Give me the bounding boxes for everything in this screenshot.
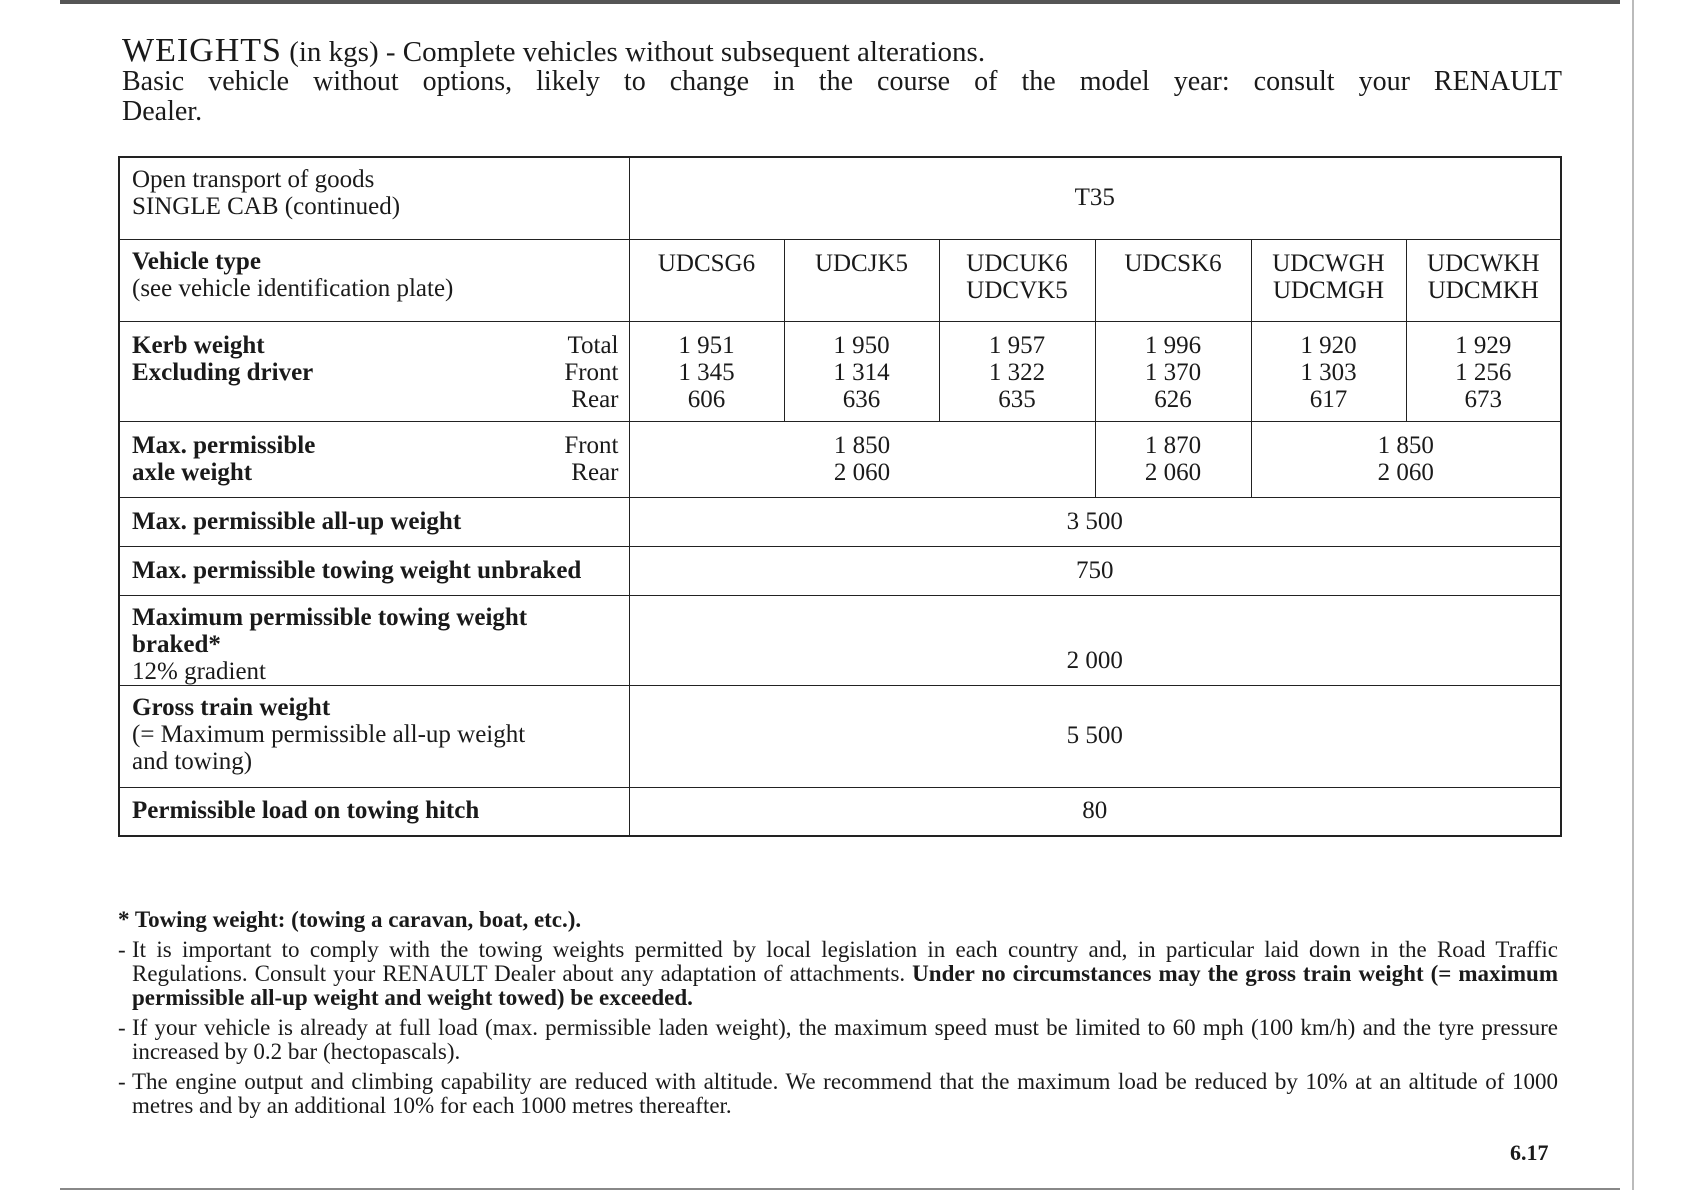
axle-rear: 2 060	[1377, 458, 1434, 486]
header-label-line-1: Open transport of goods	[132, 166, 375, 193]
allup-value: 3 500	[1066, 507, 1123, 535]
note-dash: -	[118, 1015, 126, 1040]
towing-weight-footnote: * Towing weight: (towing a caravan, boat, etc.).	[118, 907, 582, 932]
heading-title: WEIGHTS	[122, 32, 282, 69]
axle-label-line-2: axle weight	[132, 458, 253, 486]
kerb-weight-cell	[1095, 321, 1251, 421]
heading-line-1	[122, 32, 1562, 69]
kerb-front: 1 322	[988, 358, 1046, 386]
kerb-weight-cell	[629, 321, 784, 421]
page-number: 6.17	[1510, 1140, 1549, 1165]
page-edge	[1632, 0, 1634, 1190]
gross-train-row	[119, 685, 1561, 787]
axle-sub-front: Front	[564, 431, 619, 459]
model-name: T35	[1074, 184, 1115, 212]
vehicle-type-code: UDCSG6	[657, 249, 756, 277]
vehicle-type-label-line-2: (see vehicle identification plate)	[132, 274, 454, 302]
vehicle-type-code: UDCSK6	[1124, 249, 1222, 277]
weights-table	[118, 156, 1562, 837]
kerb-weight-cell	[1251, 321, 1406, 421]
vehicle-type-cell	[1095, 239, 1251, 321]
hitch-label-cell	[119, 787, 629, 836]
gross-value: 5 500	[1066, 722, 1123, 749]
axle-sub-rear: Rear	[571, 458, 619, 486]
note-text: If your vehicle is already at full load (max. permissible laden weight), the maximum speed must be limited to 60 mph (100 km/h) and the tyre pressure increased by 0.2 bar (hectopascals).	[132, 1015, 1558, 1064]
vehicle-type-code-alt: UDCVK5	[966, 276, 1068, 304]
axle-front: 1 850	[833, 431, 891, 459]
kerb-total: 1 996	[1144, 331, 1202, 359]
allup-weight-row	[119, 497, 1561, 546]
gross-label-line-2: (= Maximum permissible all-up weight	[132, 720, 526, 748]
kerb-rear: 606	[687, 385, 726, 413]
allup-label-cell	[119, 497, 629, 546]
braked-label-cell	[119, 595, 629, 685]
note-text: The engine output and climbing capability are reduced with altitude. We recommend that the maximum load be reduced by 10% at an altitude of 1000 metres and by an additional 10% for each 1000 metres thereafter.	[132, 1069, 1558, 1118]
kerb-weight-cell	[939, 321, 1095, 421]
kerb-total: 1 929	[1455, 331, 1512, 359]
gross-label-line-3: and towing)	[132, 747, 253, 775]
top-rule	[60, 0, 1620, 4]
note-dash: -	[118, 1069, 126, 1094]
kerb-front: 1 314	[833, 358, 890, 386]
axle-front: 1 850	[1377, 431, 1434, 459]
braked-towing-row	[119, 595, 1561, 685]
header-label-line-2: SINGLE CAB (continued)	[132, 193, 401, 220]
kerb-front: 1 370	[1144, 358, 1202, 386]
note-dash: -	[118, 937, 126, 962]
kerb-total: 1 950	[833, 331, 890, 359]
kerb-rear: 617	[1309, 385, 1348, 413]
unbraked-label-cell	[119, 546, 629, 595]
axle-weight-group	[1095, 421, 1251, 497]
hitch-label: Permissible load on towing hitch	[132, 797, 480, 825]
vehicle-type-code-alt: UDCMGH	[1272, 276, 1385, 304]
braked-label-line-2: 12% gradient	[132, 657, 266, 685]
towing-hitch-row	[119, 787, 1561, 836]
vehicle-type-cell	[1251, 239, 1406, 321]
unbraked-label: Max. permissible towing weight unbraked	[132, 556, 582, 584]
kerb-total: 1 920	[1300, 331, 1357, 359]
note-warning: Under no circumstances may the gross train weight (= maximum permissible all-up weight and weight towed) be exceeded.	[132, 961, 1559, 1010]
vehicle-type-label-line-1: Vehicle type	[132, 247, 261, 275]
kerb-weight-cell	[784, 321, 939, 421]
allup-value-cell	[629, 497, 1561, 546]
kerb-front: 1 256	[1455, 358, 1512, 386]
vehicle-type-row	[119, 239, 1561, 321]
kerb-weight-row	[119, 321, 1561, 421]
vehicle-type-code: UDCWGH	[1272, 249, 1385, 277]
axle-weight-label-cell	[119, 421, 629, 497]
axle-weight-group	[1251, 421, 1561, 497]
braked-label-line-1: Maximum permissible towing weight braked*	[132, 603, 528, 658]
note-item	[118, 1016, 1558, 1064]
vehicle-type-code-alt: UDCMKH	[1427, 276, 1539, 304]
note-item	[118, 1070, 1558, 1118]
axle-rear: 2 060	[833, 458, 891, 486]
kerb-total: 1 951	[678, 331, 735, 359]
axle-rear: 2 060	[1144, 458, 1202, 486]
vehicle-type-code: UDCJK5	[814, 249, 909, 277]
heading-subtitle: - Complete vehicles without subsequent alterations.	[378, 36, 986, 68]
kerb-sub-front: Front	[564, 358, 619, 386]
braked-value: 2 000	[1066, 646, 1123, 674]
header-label-cell	[119, 157, 629, 239]
axle-front: 1 870	[1144, 431, 1202, 459]
vehicle-type-code: UDCWKH	[1427, 249, 1540, 277]
kerb-weight-label-line-2: Excluding driver	[132, 358, 314, 386]
kerb-weight-label-cell	[119, 321, 629, 421]
kerb-weight-label-line-1: Kerb weight	[132, 331, 265, 359]
vehicle-type-code: UDCUK6	[966, 249, 1068, 277]
heading-line-2: Basic vehicle without options, likely to change in the course of the model year: consult your RENAULT	[122, 66, 1562, 97]
vehicle-type-cell	[1406, 239, 1561, 321]
vehicle-type-label-cell	[119, 239, 629, 321]
hitch-value: 80	[1082, 797, 1108, 825]
vehicle-type-cell	[784, 239, 939, 321]
kerb-sub-rear: Rear	[571, 385, 619, 413]
model-header-cell	[629, 157, 1561, 239]
kerb-total: 1 957	[988, 331, 1046, 359]
vehicle-type-cell	[629, 239, 784, 321]
kerb-front: 1 303	[1300, 358, 1357, 386]
kerb-sub-total: Total	[567, 331, 619, 359]
note-text: It is important to comply with the towing weights permitted by local legislation in each country and, in particular laid down in the Road Traffic Regulations. Consult your RENAULT Dealer about any adaptation of attachments.	[132, 937, 1558, 986]
hitch-value-cell	[629, 787, 1561, 836]
unbraked-value-cell	[629, 546, 1561, 595]
vehicle-type-cell	[939, 239, 1095, 321]
kerb-rear: 636	[842, 385, 881, 413]
kerb-front: 1 345	[678, 358, 735, 386]
unbraked-towing-row	[119, 546, 1561, 595]
table-header-row	[119, 157, 1561, 239]
kerb-rear: 626	[1154, 385, 1192, 413]
axle-label-line-1: Max. permissible	[132, 431, 316, 459]
note-item	[118, 938, 1558, 1010]
kerb-rear: 635	[998, 385, 1036, 413]
gross-label-cell	[119, 685, 629, 787]
footnotes	[118, 908, 1558, 1124]
kerb-weight-cell	[1406, 321, 1561, 421]
allup-label: Max. permissible all-up weight	[132, 507, 462, 535]
axle-weight-group	[629, 421, 1095, 497]
heading-line-3: Dealer.	[122, 96, 203, 127]
braked-value-cell	[629, 595, 1561, 685]
gross-label-line-1: Gross train weight	[132, 693, 331, 721]
heading-unit: (in kgs)	[289, 36, 379, 68]
page-heading	[122, 32, 1562, 127]
axle-weight-row	[119, 421, 1561, 497]
kerb-rear: 673	[1464, 385, 1503, 413]
unbraked-value: 750	[1076, 556, 1114, 584]
gross-value-cell	[629, 685, 1561, 787]
